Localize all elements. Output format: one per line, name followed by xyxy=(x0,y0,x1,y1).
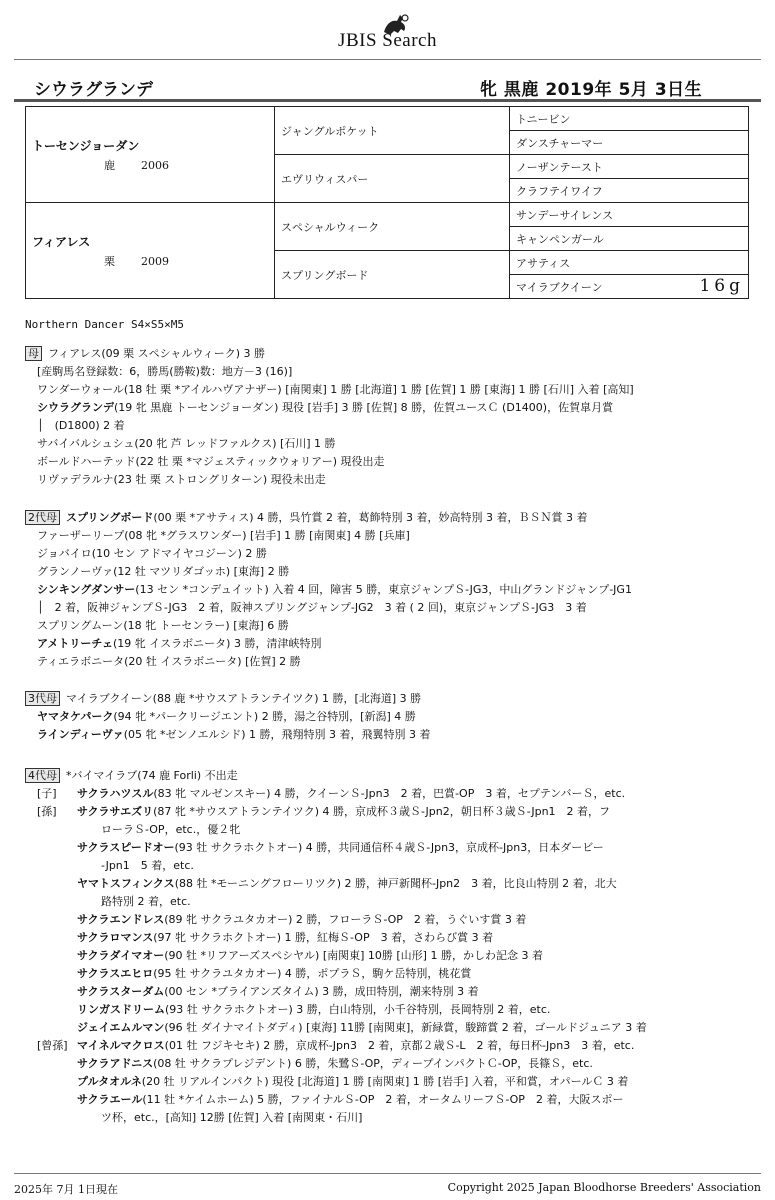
list-item[interactable]: プルタオルネ(20 牡 リアルインパクト) 現役 [北海道] 1 勝 [南関東] 1 勝 [岩手] 入着，平和賞，オパールＣ 3 着 xyxy=(77,1075,629,1088)
dds[interactable]: アサティス xyxy=(510,251,749,275)
dss[interactable]: サンデーサイレンス xyxy=(510,203,749,227)
sire-color: 鹿 xyxy=(104,158,115,172)
sire-name[interactable]: トーセンジョーダン xyxy=(32,138,140,153)
ddd-cell xyxy=(510,275,749,299)
list-item[interactable]: ヤマタケパーク(94 牝 *パークリージエント) 2 勝，湯之谷特別，[新潟] 4 勝 xyxy=(37,710,416,723)
sds[interactable]: ノーザンテースト xyxy=(510,155,749,179)
sire-year: 2006 xyxy=(141,158,169,172)
horse-meta: 牝 黒鹿 2019年 5月 3日生 xyxy=(480,80,703,100)
gen3-tag: 3代母 xyxy=(25,691,60,706)
dam-year: 2009 xyxy=(141,254,169,268)
gen4-section: 4代母 *バイマイラブ(74 鹿 Forli) 不出走 [子] サクラハツスル(83 牝 マルゼンスキー) 4 勝，クイーンＳ-Jpn3 2 着，巴賞-OP 3 着，セプテンバーＳ，etc. [孫] サクラサエズリ(87 牝 *サウスアトランテイツク) 4 勝，京成杯３歳Ｓ-Jpn2，朝日杯３歳Ｓ-Jpn1 2 着，フ ローラＳ-OP，etc.，優２牝 サクラスピードオー(93 牡 サクラホクトオー) 4 勝，共同通信杯４歳Ｓ-Jpn3，京成杯-Jpn3，日本ダービー -Jpn1 5 着，etc. ヤマトスフィンクス(88 牡 *モーニングフローリツク) 2 勝，神戸新聞杯-Jpn2 3 着，比良山特別 2 着，北大 路特別 2 着，etc. サクラエンドレス(89 牝 サクラユタカオー) 2 勝，フローラＳ-OP 2 着，うぐいす賞 3 着 サクラロマンス(97 牝 サクラホクトオー) 1 勝，紅梅Ｓ-OP 3 着，さわらび賞 3 着 サクラダイマオー(90 牡 *リフアーズスペシヤル) [南関東] 10勝 [山形] 1 勝，かしわ記念 3 着 サクラスエヒロ(95 牡 サクラユタカオー) 4 勝，ポプラＳ，駒ケ岳特別，桃花賞 サクラスターダム(00 セン *ブライアンズタイム) 3 勝，成田特別，潮来特別 3 着 リンガスドリーム(93 牡 サクラホクトオー) 3 勝，白山特別，小千谷特別，長岡特別 2 着，etc. ジェイエムルマン(96 牡 ダイナマイトダディ) [東海] 11勝 [南関東]，新緑賞，駿蹄賞 2 着，ゴールドジュニア 3 着 [曾孫] マイネルマクロス(01 牡 フジキセキ) 2 勝，京成杯-Jpn3 2 着，京都２歳Ｓ-L 2 着，毎日杯-Jpn3 3 着，etc. サクラアドニス(08 牡 サクラプレジデント) 6 勝，朱鷺Ｓ-OP，ディープインパクトＣ-OP，長篠Ｓ，etc. プルタオルネ(20 牡 リアルインパクト) 現役 [北海道] 1 勝 [南関東] 1 勝 [岩手] 入着，平和賞，オパールＣ 3 着 サクラエール(11 牡 *ケイムホーム) 5 勝，ファイナルＳ-OP 2 着，オータムリーフＳ-OP 2 着，大阪スポー ツ杯，etc.，[高知] 12勝 [佐賀] 入着 [南関東・石川] xyxy=(25,767,647,1127)
gen2-section: 2代母 スプリングボード(00 栗 *アサティス) 4 勝，呉竹賞 2 着，葛飾特別 3 着，妙高特別 3 着，ＢＳＮ賞 3 着 ファーザーリープ(08 牝 *グラスワンダー) [岩手] 1 勝 [南関東] 4 勝 [兵庫] ジョバイロ(10 セン アドマイヤコジーン) 2 勝 グランノーヴァ(12 牡 マツリダゴッホ) [東海] 2 勝 シンキングダンサー(13 セン *コンデュイット) 入着 4 回，障害 5 勝，東京ジャンプＳ-JG3，中山グランドジャンプ-JG1 │ 2 着，阪神ジャンプＳ-JG3 2 着，阪神スプリングジャンプ-JG2 3 着 ( 2 回)，東京ジャンプＳ-JG3 3 着 スプリングムーン(18 牝 トーセンラー) [東海] 6 勝 アメトリーチェ(19 牝 イスラボニータ) 3 勝，清津峡特別 ティエラボニータ(20 牡 イスラボニータ) [佐賀] 2 勝 xyxy=(25,509,632,671)
list-item[interactable]: アメトリーチェ(19 牝 イスラボニータ) 3 勝，清津峡特別 xyxy=(37,637,322,650)
label-child: [子] xyxy=(37,787,57,800)
logo-text: JBIS Search xyxy=(338,30,437,51)
dam-color: 栗 xyxy=(104,254,115,268)
horse-logo-icon xyxy=(381,12,411,38)
list-item[interactable]: シウラグランデ(19 牝 黒鹿 トーセンジョーダン) 現役 [岩手] 3 勝 [佐賀] 8 勝，佐賀ユースＣ (D1400)，佐賀皐月賞 xyxy=(37,401,614,414)
footer-copyright: Copyright 2025 Japan Bloodhorse Breeders' Association xyxy=(447,1181,761,1194)
list-item[interactable]: サバイバルシュシュ(20 牝 芦 レッドファルクス) [石川] 1 勝 xyxy=(37,437,336,450)
gen2-head-name[interactable]: スプリングボード xyxy=(66,511,154,524)
title-rule xyxy=(14,99,761,102)
ddd[interactable]: マイラブクイーン xyxy=(516,280,603,294)
list-item[interactable]: サクラスターダム(00 セン *ブライアンズタイム) 3 勝，成田特別，潮来特別 3 着 xyxy=(77,985,479,998)
list-item[interactable]: スプリングムーン(18 牝 トーセンラー) [東海] 6 勝 xyxy=(37,619,289,632)
list-item[interactable]: リヴァデラルナ(23 牡 栗 ストロングリターン) 現役未出走 xyxy=(37,473,326,486)
dam-head[interactable]: フィアレス(09 栗 スペシャルウィーク) 3 勝 xyxy=(48,347,266,360)
list-item[interactable]: サクラスピードオー(93 牡 サクラホクトオー) 4 勝，共同通信杯４歳Ｓ-Jpn3，京成杯-Jpn3，日本ダービー xyxy=(77,841,604,854)
sire-sire[interactable]: ジャングルポケット xyxy=(275,107,510,155)
list-item-cont: │ (D1800) 2 着 xyxy=(37,419,125,432)
list-item[interactable]: サクラエンドレス(89 牝 サクラユタカオー) 2 勝，フローラＳ-OP 2 着，うぐいす賞 3 着 xyxy=(77,913,527,926)
list-item[interactable]: ティエラボニータ(20 牡 イスラボニータ) [佐賀] 2 勝 xyxy=(37,655,301,668)
pedigree-table xyxy=(25,106,749,299)
list-item[interactable]: ジョバイロ(10 セン アドマイヤコジーン) 2 勝 xyxy=(37,547,267,560)
list-item[interactable]: シンキングダンサー(13 セン *コンデュイット) 入着 4 回，障害 5 勝，東京ジャンプＳ-JG3，中山グランドジャンプ-JG1 xyxy=(37,583,632,596)
dam-name[interactable]: フィアレス xyxy=(32,234,91,249)
dam-tag: 母 xyxy=(25,346,42,361)
list-item[interactable]: サクラエール(11 牡 *ケイムホーム) 5 勝，ファイナルＳ-OP 2 着，オータムリーフＳ-OP 2 着，大阪スポー xyxy=(77,1093,624,1106)
dam-sire[interactable]: スペシャルウィーク xyxy=(275,203,510,251)
inbreeding-note: Northern Dancer S4×S5×M5 xyxy=(25,318,184,331)
gen2-tag: 2代母 xyxy=(25,510,60,525)
list-item[interactable]: リンガスドリーム(93 牡 サクラホクトオー) 3 勝，白山特別，小千谷特別，長岡特別 2 着，etc. xyxy=(77,1003,551,1016)
gen3-head[interactable]: マイラブクイーン(88 鹿 *サウスアトランテイツク) 1 勝，[北海道] 3 勝 xyxy=(66,692,422,705)
sire-cell xyxy=(26,107,275,203)
sire-dam[interactable]: エヴリウィスパー xyxy=(275,155,510,203)
list-item[interactable]: ボールドハーテッド(22 牡 栗 *マジェスティックウォリアー) 現役出走 xyxy=(37,455,385,468)
list-item-cont: │ 2 着，阪神ジャンプＳ-JG3 2 着，阪神スプリングジャンプ-JG2 3 着 ( 2 回)，東京ジャンプＳ-JG3 3 着 xyxy=(37,601,587,614)
dam-sub: [産駒馬名登録数：6，勝馬(勝鞍)数：地方－3 (16)] xyxy=(37,365,293,378)
list-item[interactable]: グランノーヴァ(12 牡 マツリダゴッホ) [東海] 2 勝 xyxy=(37,565,290,578)
weight-label: 16g xyxy=(699,276,744,296)
label-grand: [孫] xyxy=(37,805,57,818)
dam-section xyxy=(25,345,634,489)
dam-cell xyxy=(26,203,275,299)
list-item[interactable]: サクラアドニス(08 牡 サクラプレジデント) 6 勝，朱鷺Ｓ-OP，ディープインパクトＣ-OP，長篠Ｓ，etc. xyxy=(77,1057,593,1070)
list-item[interactable]: サクラダイマオー(90 牡 *リフアーズスペシヤル) [南関東] 10勝 [山形] 1 勝，かしわ記念 3 着 xyxy=(77,949,543,962)
dsd[interactable]: キャンペンガール xyxy=(510,227,749,251)
list-item[interactable]: ジェイエムルマン(96 牡 ダイナマイトダディ) [東海] 11勝 [南関東]，新緑賞，駿蹄賞 2 着，ゴールドジュニア 3 着 xyxy=(77,1021,647,1034)
list-item[interactable]: ワンダーウォール(18 牡 栗 *アイルハヴアナザー) [南関東] 1 勝 [北海道] 1 勝 [佐賀] 1 勝 [東海] 1 勝 [石川] 入着 [高知] xyxy=(37,383,634,396)
gen4-head[interactable]: *バイマイラブ(74 鹿 Forli) 不出走 xyxy=(66,769,238,782)
dam-dam[interactable]: スプリングボード xyxy=(275,251,510,299)
ssd[interactable]: ダンスチャーマー xyxy=(510,131,749,155)
list-item[interactable]: ファーザーリープ(08 牝 *グラスワンダー) [岩手] 1 勝 [南関東] 4 勝 [兵庫] xyxy=(37,529,410,542)
list-item[interactable]: ヤマトスフィンクス(88 牡 *モーニングフローリツク) 2 勝，神戸新聞杯-Jpn2 3 着，比良山特別 2 着，北大 xyxy=(77,877,617,890)
gen3-section xyxy=(25,690,430,744)
footer-rule xyxy=(14,1173,761,1174)
footer-date: 2025年 7月 1日現在 xyxy=(14,1183,118,1196)
gen4-tag: 4代母 xyxy=(25,768,60,783)
header-rule xyxy=(14,59,761,60)
sdd[interactable]: クラフテイワイフ xyxy=(510,179,749,203)
list-item[interactable]: サクラスエヒロ(95 牡 サクラユタカオー) 4 勝，ポプラＳ，駒ケ岳特別，桃花賞 xyxy=(77,967,472,980)
jbis-logo[interactable] xyxy=(0,14,775,52)
label-great: [曾孫] xyxy=(37,1039,68,1052)
sss[interactable]: トニービン xyxy=(510,107,749,131)
list-item[interactable]: ラインディーヴァ(05 牝 *ゼンノエルシド) 1 勝，飛翔特別 3 着，飛翼特別 3 着 xyxy=(37,728,431,741)
list-item[interactable]: サクラロマンス(97 牝 サクラホクトオー) 1 勝，紅梅Ｓ-OP 3 着，さわらび賞 3 着 xyxy=(77,931,494,944)
horse-name: シウラグランデ xyxy=(34,80,153,100)
